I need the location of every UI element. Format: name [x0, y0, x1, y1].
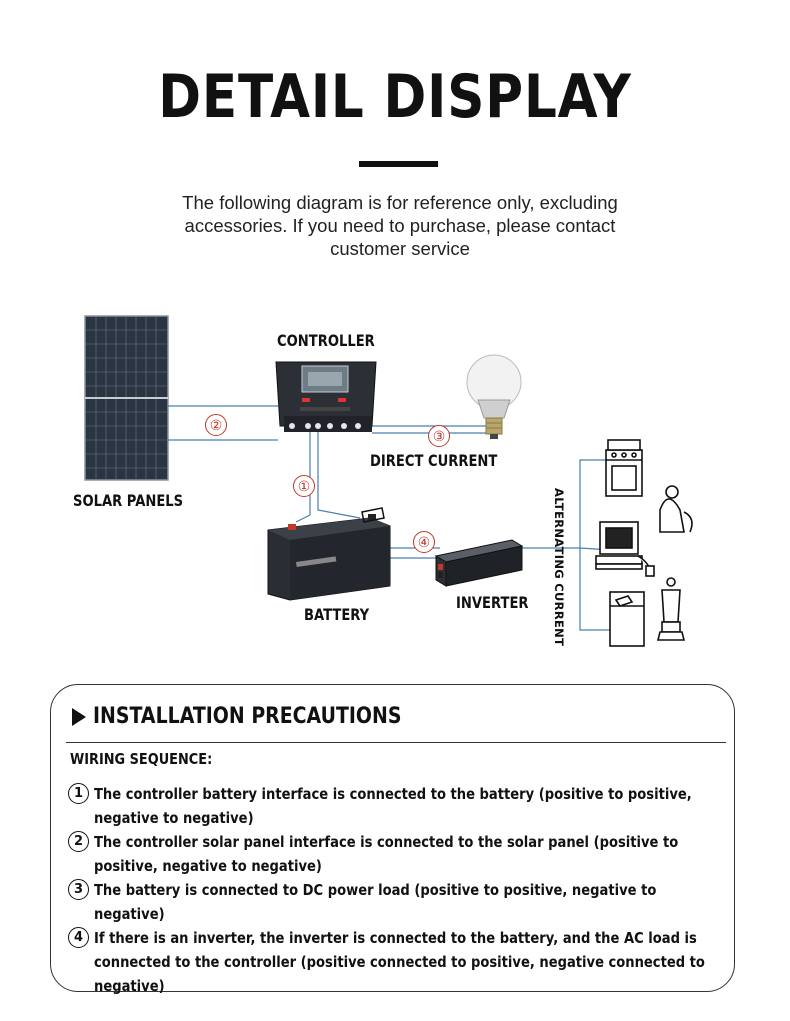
marker-2: ② — [205, 414, 227, 436]
step-text: The controller solar panel interface is connected to the solar panel (positive to positive, negative to negative) — [94, 833, 679, 875]
wiring-step — [68, 782, 790, 830]
wiring-sequence-title: WIRING SEQUENCE: — [70, 750, 213, 768]
wiring-steps-list — [68, 782, 790, 998]
play-triangle-icon — [72, 708, 86, 726]
solar-panel-image — [85, 316, 168, 480]
step-number-badge: 4 — [68, 927, 89, 948]
step-text: The controller battery interface is connected to the battery (positive to positive, negative to negative) — [94, 785, 692, 827]
page-subtitle: The following diagram is for reference only, excluding accessories. If you need to purchase, please contact customer service — [182, 192, 618, 259]
inverter-image — [436, 540, 522, 586]
diagram-graphics — [0, 300, 790, 660]
direct-current-label: DIRECT CURRENT — [370, 451, 498, 470]
page-title: DETAIL DISPLAY — [158, 62, 632, 132]
marker-4: ④ — [413, 531, 435, 553]
battery-image — [268, 508, 390, 600]
inverter-label: INVERTER — [456, 593, 529, 612]
solar-system-diagram — [0, 300, 790, 660]
precautions-title: INSTALLATION PRECAUTIONS — [93, 704, 402, 729]
battery-label: BATTERY — [304, 605, 370, 624]
solar-panels-label: SOLAR PANELS — [73, 491, 184, 510]
step-text: If there is an inverter, the inverter is connected to the battery, and the AC load is connected to the controller (positive connected to positive, negative connected to negative) — [94, 929, 705, 995]
step-number-badge: 1 — [68, 783, 89, 804]
controller-label: CONTROLLER — [277, 331, 375, 350]
wiring-step — [68, 878, 790, 926]
title-underline — [359, 161, 438, 167]
wires — [168, 406, 610, 630]
precautions-header — [72, 704, 452, 729]
step-text: The battery is connected to DC power load (positive to positive, negative to negative) — [94, 881, 657, 923]
precautions-divider — [66, 742, 726, 743]
controller-image — [276, 362, 376, 432]
marker-1: ① — [293, 475, 315, 497]
step-number-badge: 2 — [68, 831, 89, 852]
wiring-step — [68, 830, 790, 878]
alternating-current-label: ALTERNATING CURRENT — [552, 488, 566, 647]
ac-appliances-image — [596, 440, 692, 646]
wiring-step — [68, 926, 790, 998]
step-number-badge: 3 — [68, 879, 89, 900]
marker-3: ③ — [428, 425, 450, 447]
